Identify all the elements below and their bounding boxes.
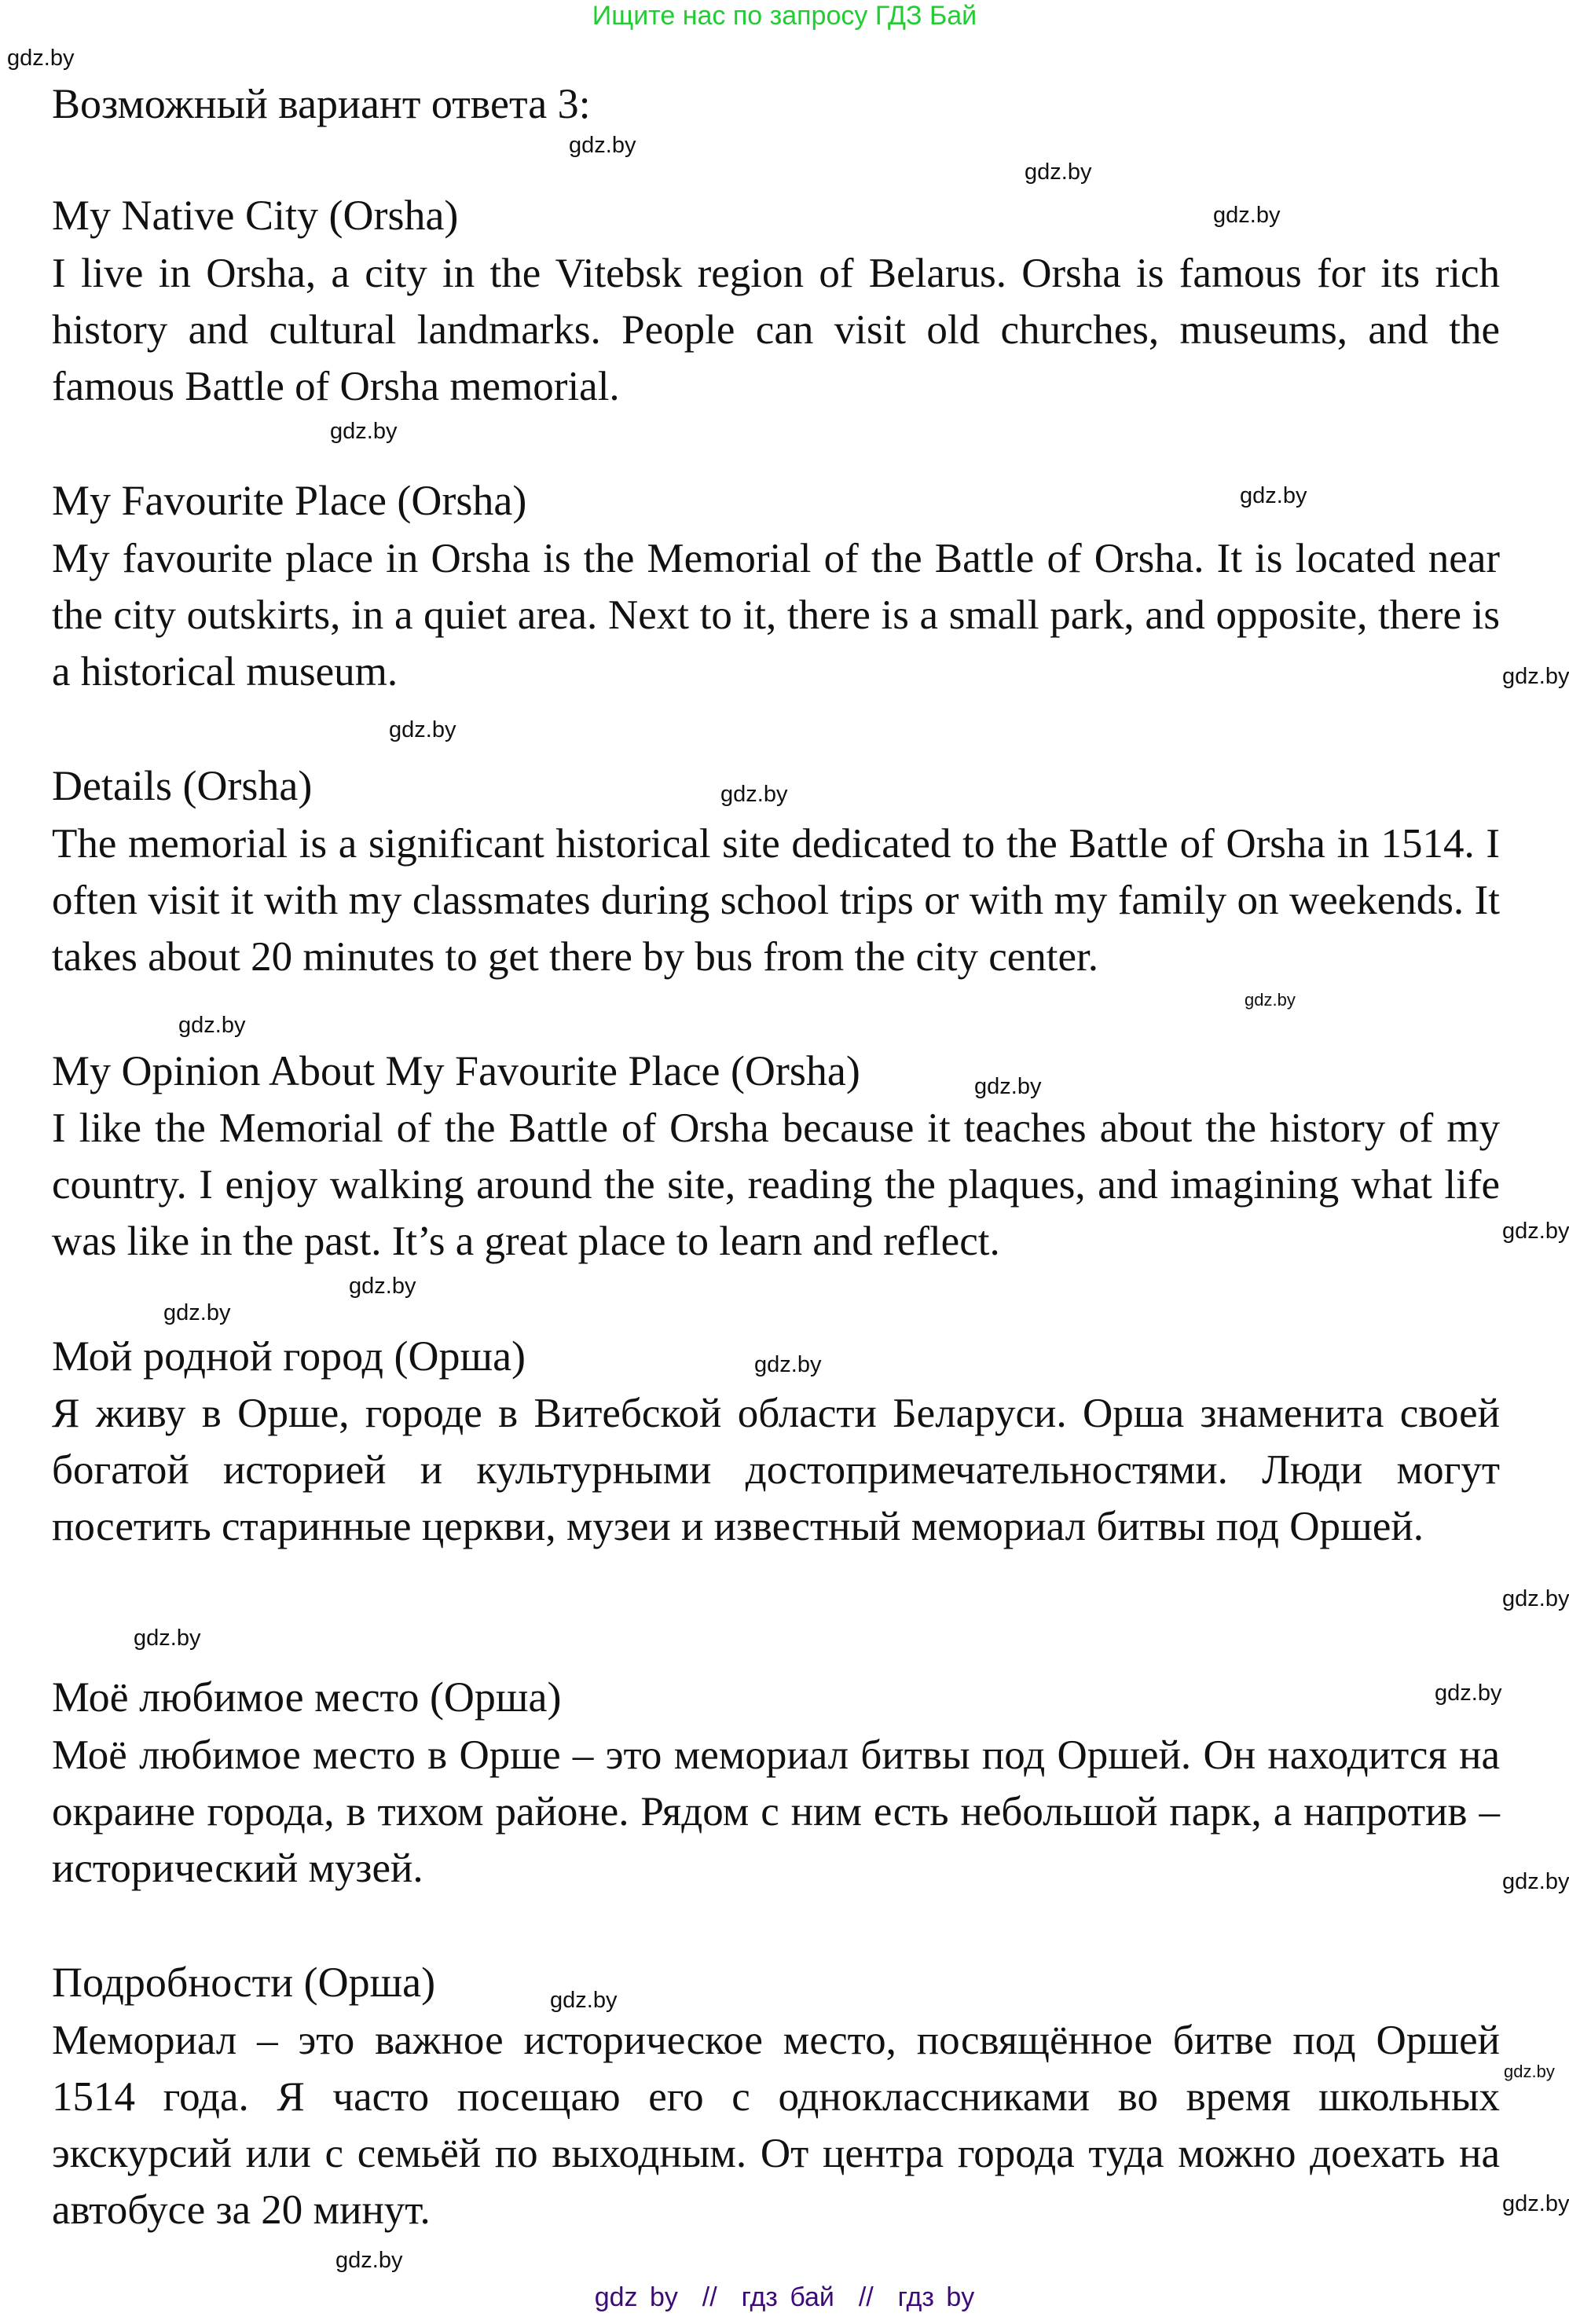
footer-links: gdz by // гдз бай // гдз by	[594, 2282, 975, 2312]
watermark: gdz.by	[7, 46, 75, 71]
watermark: gdz.by	[1502, 664, 1569, 689]
watermark: gdz.by	[1502, 1869, 1569, 1894]
watermark: gdz.by	[569, 133, 636, 158]
watermark: gdz.by	[335, 2248, 403, 2273]
section-text: I live in Orsha, a city in the Vitebsk region of Belarus. Orsha is famous for its rich history and cultural landmarks. People can visit old churches, museums, and the famous Battle of Orsha memorial.	[52, 251, 1500, 409]
section-title: Подробности (Орша)	[52, 1959, 436, 2006]
search-banner: Ищите нас по запросу ГДЗ Бай	[592, 1, 977, 31]
watermark: gdz.by	[1213, 203, 1281, 228]
watermark: gdz.by	[389, 717, 456, 742]
watermark: gdz.by	[1504, 2062, 1555, 2081]
section-text: Я живу в Орше, городе в Витебской области Беларуси. Орша знаменита своей богатой историей и культурными достопримечательностями. Люди могут посетить старинные церкви, музеи и известный мемориал битвы под Оршей.	[52, 1391, 1500, 1549]
section-title: My Favourite Place (Orsha)	[52, 477, 527, 524]
watermark: gdz.by	[330, 419, 398, 444]
watermark: gdz.by	[1502, 1219, 1569, 1244]
section-title: Моё любимое место (Орша)	[52, 1673, 562, 1721]
section-text: Мемориал – это важное историческое место, посвящённое битве под Оршей 1514 года. Я часто посещаю его с одноклассниками во время школьных экскурсий или с семьёй по выходным. От центра города туда можно доехать на автобусе за 20 минут.	[52, 2018, 1500, 2233]
intro-heading: Возможный вариант ответа 3:	[52, 80, 591, 127]
watermark: gdz.by	[1240, 483, 1307, 508]
watermark: gdz.by	[754, 1352, 822, 1377]
watermark: gdz.by	[720, 782, 788, 807]
section-title: Details (Orsha)	[52, 762, 313, 809]
section-title: My Native City (Orsha)	[52, 192, 459, 239]
watermark: gdz.by	[1502, 1586, 1569, 1611]
section-text: I like the Memorial of the Battle of Orsha because it teaches about the history of my country. I enjoy walking around the site, reading the plaques, and imagining what life was like in the past. It’s a great place to learn and reflect.	[52, 1105, 1500, 1264]
watermark: gdz.by	[1502, 2191, 1569, 2216]
section-title: My Opinion About My Favourite Place (Orsha)	[52, 1047, 860, 1094]
watermark: gdz.by	[349, 1274, 416, 1299]
watermark: gdz.by	[974, 1074, 1042, 1099]
section-text: Моё любимое место в Орше – это мемориал битвы под Оршей. Он находится на окраине города, в тихом районе. Рядом с ним есть небольшой парк, а напротив – исторический музей.	[52, 1732, 1500, 1891]
watermark: gdz.by	[550, 1988, 618, 2013]
section-text: My favourite place in Orsha is the Memorial of the Battle of Orsha. It is located near the city outskirts, in a quiet area. Next to it, there is a small park, and opposite, there is a historical museum.	[52, 536, 1500, 695]
watermark: gdz.by	[1435, 1681, 1502, 1706]
watermark: gdz.by	[134, 1626, 201, 1651]
watermark: gdz.by	[178, 1013, 246, 1038]
watermark: gdz.by	[1245, 990, 1296, 1010]
section-title: Мой родной город (Орша)	[52, 1332, 526, 1380]
section-text: The memorial is a significant historical site dedicated to the Battle of Orsha in 1514. I often visit it with my classmates during school trips or with my family on weekends. It takes about 20 minutes to get there by bus from the city center.	[52, 821, 1500, 980]
watermark: gdz.by	[163, 1300, 231, 1325]
watermark: gdz.by	[1025, 159, 1092, 185]
